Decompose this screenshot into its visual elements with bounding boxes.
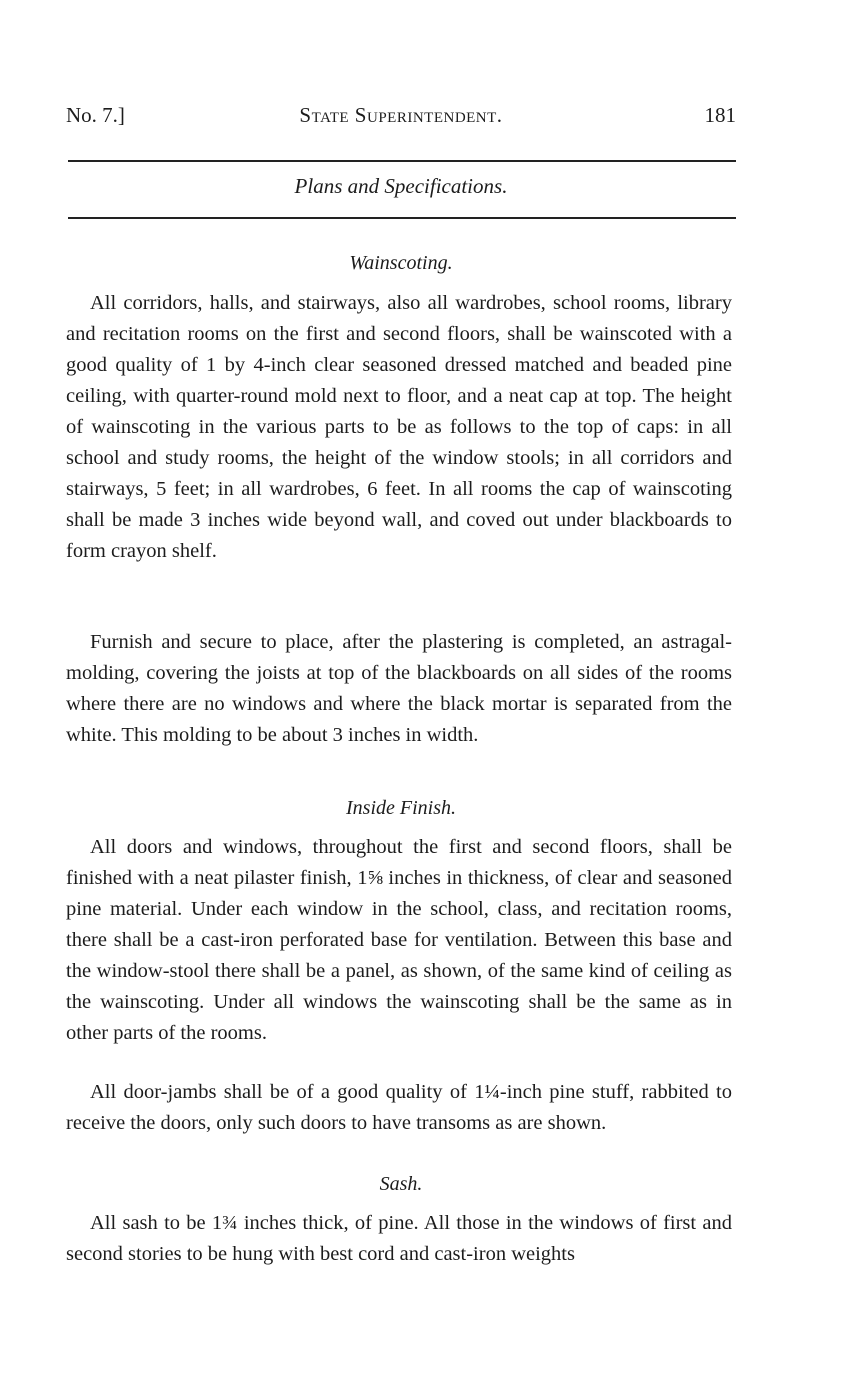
running-header bbox=[66, 103, 736, 133]
page-number: 181 bbox=[704, 103, 736, 127]
running-title: State Superintendent. bbox=[299, 103, 503, 127]
subheading-inside-finish: Inside Finish. bbox=[346, 797, 456, 819]
report-number: No. 7.] bbox=[66, 103, 125, 127]
paragraph-sash-1: All sash to be 1¾ inches thick, of pine. All those in the windows of first and second stories to be hung with best cord and cast-iron weights bbox=[66, 1212, 732, 1265]
paragraph-wainscoting-2: Furnish and secure to place, after the plastering is completed, an astragal-molding, covering the joists at top of the blackboards on all sides of the rooms where there are no windows and where the black mortar is separated from the white. This molding to be about 3 inches in width. bbox=[66, 631, 732, 746]
subheading-sash: Sash. bbox=[379, 1173, 423, 1195]
paragraph-inside-finish-1: All doors and windows, throughout the first and second floors, shall be finished with a neat pilaster finish, 1⅝ inches in thickness, of clear and seasoned pine material. Under each window in the school, class, and recitation rooms, there shall be a cast-iron perforated base for ventilation. Between this base and the window-stool there shall be a panel, as shown, of the same kind of ceiling as the wainscoting. Under all windows the wainscoting shall be the same as in other parts of the rooms. bbox=[66, 836, 732, 1044]
header-rule-top bbox=[68, 160, 736, 162]
header-rule-bottom bbox=[68, 217, 736, 219]
paragraph-wainscoting-1: All corridors, halls, and stairways, also all wardrobes, school rooms, library and recitation rooms on the first and second floors, shall be wainscoted with a good quality of 1 by 4-inch clear seasoned dressed matched and beaded pine ceiling, with quarter-round mold next to floor, and a neat cap at top. The height of wainscoting in the various parts to be as follows to the top of caps: in all school and study rooms, the height of the window stools; in all corridors and stairways, 5 feet; in all wardrobes, 6 feet. In all rooms the cap of wainscoting shall be made 3 inches wide beyond wall, and coved out under blackboards to form crayon shelf. bbox=[66, 292, 732, 562]
section-title: Plans and Specifications. bbox=[294, 174, 508, 198]
subheading-wainscoting: Wainscoting. bbox=[349, 252, 453, 274]
paragraph-inside-finish-2: All door-jambs shall be of a good quality of 1¼-inch pine stuff, rabbited to receive the doors, only such doors to have transoms as are shown. bbox=[66, 1081, 732, 1134]
